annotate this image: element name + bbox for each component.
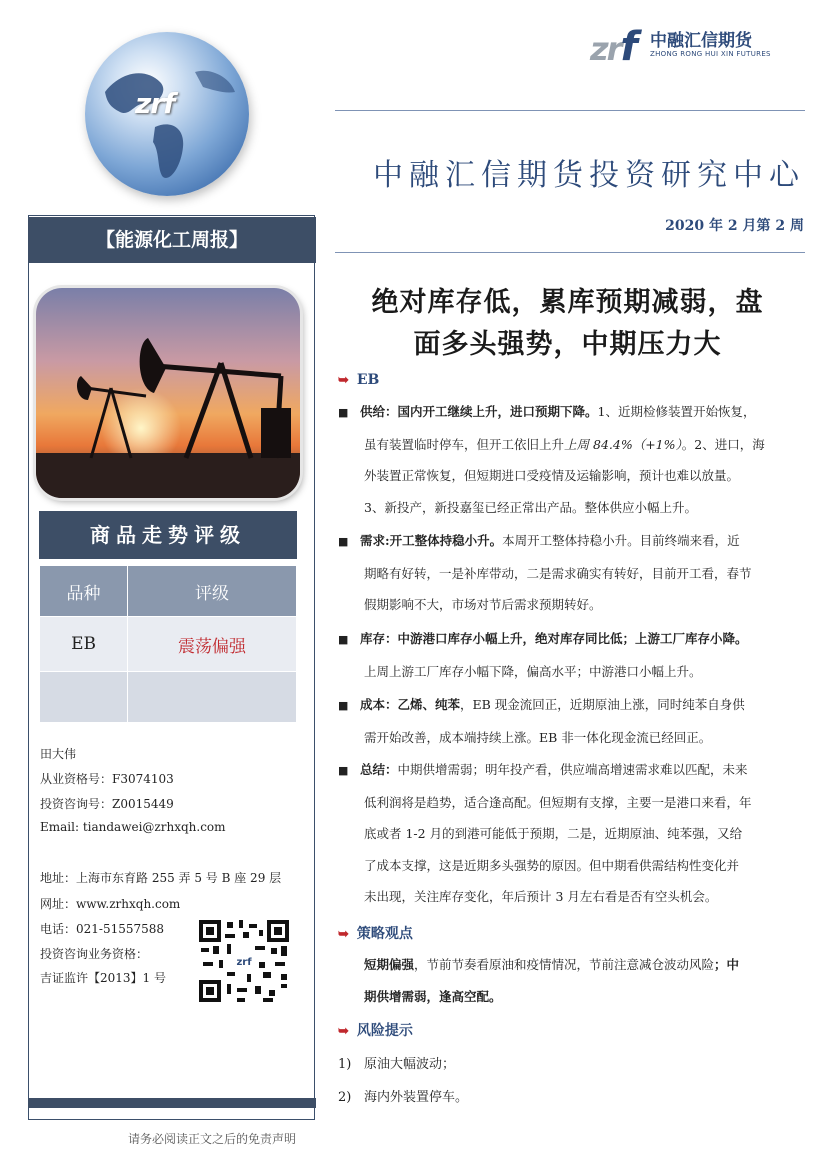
strategy-paragraph: 短期偏强，节前节奏看原油和疫情情况，节前注意减仓波动风险；中 期供增需弱，逢高空配。 (364, 957, 740, 1004)
square-bullet-icon: ■ (338, 633, 349, 646)
summary-paragraph: ■ 总结：中期供增需弱；明年投产看，供应端高增速需求难以匹配，未来 低利润将是趋势，适合逢高配。但短期有支撑，主要一是港口来看，年 底或者 1-2 月的到港可能低于预期，二是，近期原油、纯苯强，又给 了成本支撑，这是近期多头强势的原因。但中期看供需结构性变化并 未出现，关注库存变化，年后预计 3 月左右看是否有空头机会。 (338, 754, 806, 913)
list-item: 2) 海内外装置停车。 (338, 1090, 469, 1105)
research-center-title: 中融汇信期货投资研究中心 (373, 158, 805, 193)
company-phone: 电话：021-51557588 (40, 922, 165, 936)
qr-code-icon (197, 918, 291, 1004)
consult-number: 投资咨询号：Z0015449 (40, 797, 174, 811)
section-arrow-icon: ➥ (338, 1024, 349, 1039)
oil-pump-photo (36, 288, 300, 498)
table-row (40, 672, 297, 723)
oil-pump-sunset-icon (36, 288, 300, 498)
svg-text:zrf: zrf (236, 957, 252, 968)
company-website: 网址：www.zrhxqh.com (40, 897, 181, 911)
qualification-number: 吉证监许【2013】1 号 (40, 971, 166, 985)
rating-table (39, 565, 297, 723)
report-type-header: 【能源化工周报】 (28, 217, 316, 263)
list-item: 1) 原油大幅波动； (338, 1057, 456, 1072)
section-risk (338, 1020, 413, 1040)
license-number: 从业资格号：F3074103 (40, 772, 174, 786)
date-divider (335, 252, 805, 253)
table-row (40, 617, 297, 672)
square-bullet-icon: ■ (338, 535, 349, 548)
rating-cell: 震荡偏强 (128, 617, 297, 672)
header-divider (335, 110, 805, 111)
section-eb-title: EB (356, 372, 380, 388)
report-date: 2020 年 2 月第 2 周 (665, 218, 804, 234)
cost-paragraph: ■ 成本：乙烯、纯苯，EB 现金流回正，近期原油上涨，同时纯苯自身供 需开始改善，成本端持续上涨。EB 非一体化现金流已经回正。 (338, 689, 806, 753)
analyst-email: Email: tiandawei@zrhxqh.com (40, 820, 226, 834)
inventory-paragraph: ■ 库存：中游港口库存小幅上升，绝对库存同比低；上游工厂库存小降。 上周上游工厂库存小幅下降，偏高水平；中游港口小幅上升。 (338, 623, 806, 687)
rating-section-header: 商品走势评级 (39, 511, 297, 559)
globe-brand-text: zrf (135, 87, 175, 120)
supply-paragraph: ■ 供给：国内开工继续上升，进口预期下降。1、近期检修装置开始恢复， 虽有装置临时停车，但开工依旧上升上周 84.4%（+1%）。2、进口，海 外装置正常恢复，但短期进口受疫情及运输影响，预计也难以放量。 3、新投产，新投嘉玺已经正常出产品。整体供应小幅上升。 (338, 396, 806, 523)
analyst-name: 田大伟 (40, 747, 77, 761)
section-strategy-title: 策略观点 (356, 926, 413, 942)
column-header-variety: 品种 (40, 566, 128, 617)
globe-logo-image (85, 32, 249, 196)
headline-line-1: 绝对库存低，累库预期减弱，盘 (371, 287, 764, 318)
brand-name-en: ZHONG RONG HUI XIN FUTURES (650, 50, 771, 58)
section-eb (338, 372, 379, 388)
variety-cell (40, 672, 128, 723)
brand-name-cn: 中融汇信期货 (650, 31, 752, 51)
square-bullet-icon: ■ (338, 764, 349, 777)
square-bullet-icon: ■ (338, 406, 349, 419)
qualification-label: 投资咨询业务资格： (40, 947, 149, 961)
section-arrow-icon: ➥ (338, 927, 349, 942)
section-risk-title: 风险提示 (356, 1023, 413, 1039)
headline-line-2: 面多头强势，中期压力大 (413, 329, 722, 360)
sidebar-footer-bar (28, 1098, 316, 1108)
rating-cell (128, 672, 297, 723)
demand-paragraph: ■ 需求:开工整体持稳小升。本周开工整体持稳小升。目前终端来看，近 期略有好转，一是补库带动，二是需求确实有转好，目前开工看，春节 假期影响不大，市场对节后需求预期转好。 (338, 525, 806, 621)
disclaimer-note: 请务必阅读正文之后的免责声明 (128, 1132, 297, 1146)
report-headline (330, 282, 805, 366)
variety-cell: EB (40, 617, 128, 672)
section-strategy (338, 923, 413, 943)
company-address: 地址：上海市东育路 255 弄 5 号 B 座 29 层 (40, 871, 282, 885)
brand-mark: zrf (590, 24, 636, 70)
section-arrow-icon: ➥ (338, 373, 349, 388)
column-header-rating: 评级 (128, 566, 297, 617)
square-bullet-icon: ■ (338, 699, 349, 712)
